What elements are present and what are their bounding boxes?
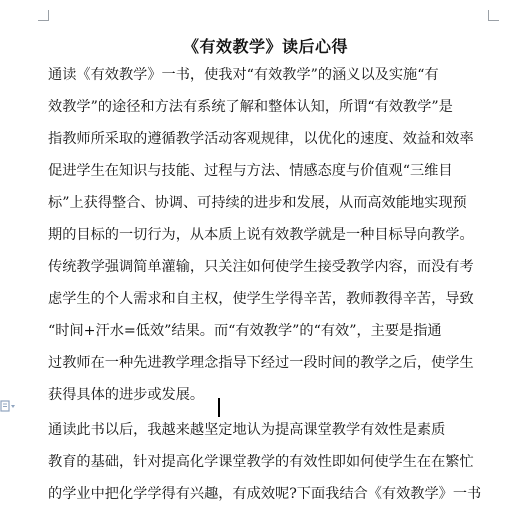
document-title[interactable]: 《有效教学》读后心得: [182, 37, 348, 56]
text-line-8[interactable]: 虑学生的个人需求和自主权，使学生学得辛苦，教师教得辛苦，导致: [48, 291, 474, 307]
text-line-10[interactable]: 过教师在一种先进教学理念指导下经过一段时间的教学之后，使学生: [48, 355, 474, 371]
text-line-12[interactable]: 通读此书以后，我越来越坚定地认为提高课堂教学有效性是素质: [48, 422, 446, 438]
text-line-2[interactable]: 效教学”的途径和方法有系统了解和整体认知，所谓“有效教学”是: [48, 99, 453, 115]
text-line-4[interactable]: 促进学生在知识与技能、过程与方法、情感态度与价值观“三维目: [48, 163, 453, 179]
text-line-6[interactable]: 期的目标的一切行为，从本质上说有效教学就是一种目标导向教学。: [48, 227, 474, 243]
text-line-13[interactable]: 教育的基础，针对提高化学课堂教学的有效性即如何使学生在在繁忙: [48, 454, 474, 470]
corner-mark-top-left: [38, 10, 49, 21]
text-line-11[interactable]: 获得具体的进步或发展。: [48, 387, 205, 403]
text-line-9[interactable]: “时间+汗水=低效”结果。而“有效教学”的“有效”，主要是指通: [48, 323, 442, 339]
text-cursor: [218, 398, 220, 417]
text-line-7[interactable]: 传统教学强调简单灌输，只关注如何使学生接受教学内容，而没有考: [48, 259, 474, 275]
text-line-14[interactable]: 的学业中把化学学得有兴趣，有成效呢?下面我结合《有效教学》一书: [48, 486, 482, 502]
text-line-5[interactable]: 标”上获得整合、协调、可持续的进步和发展，从而高效能地实现预: [48, 195, 467, 211]
corner-mark-top-right: [488, 10, 499, 21]
text-line-1[interactable]: 通读《有效教学》一书，使我对“有效教学”的涵义以及实施“有: [48, 67, 439, 83]
text-line-3[interactable]: 指教师所采取的遵循教学活动客观规律，以优化的速度、效益和效率: [48, 131, 474, 147]
paragraph-marker-icon[interactable]: [0, 400, 16, 412]
